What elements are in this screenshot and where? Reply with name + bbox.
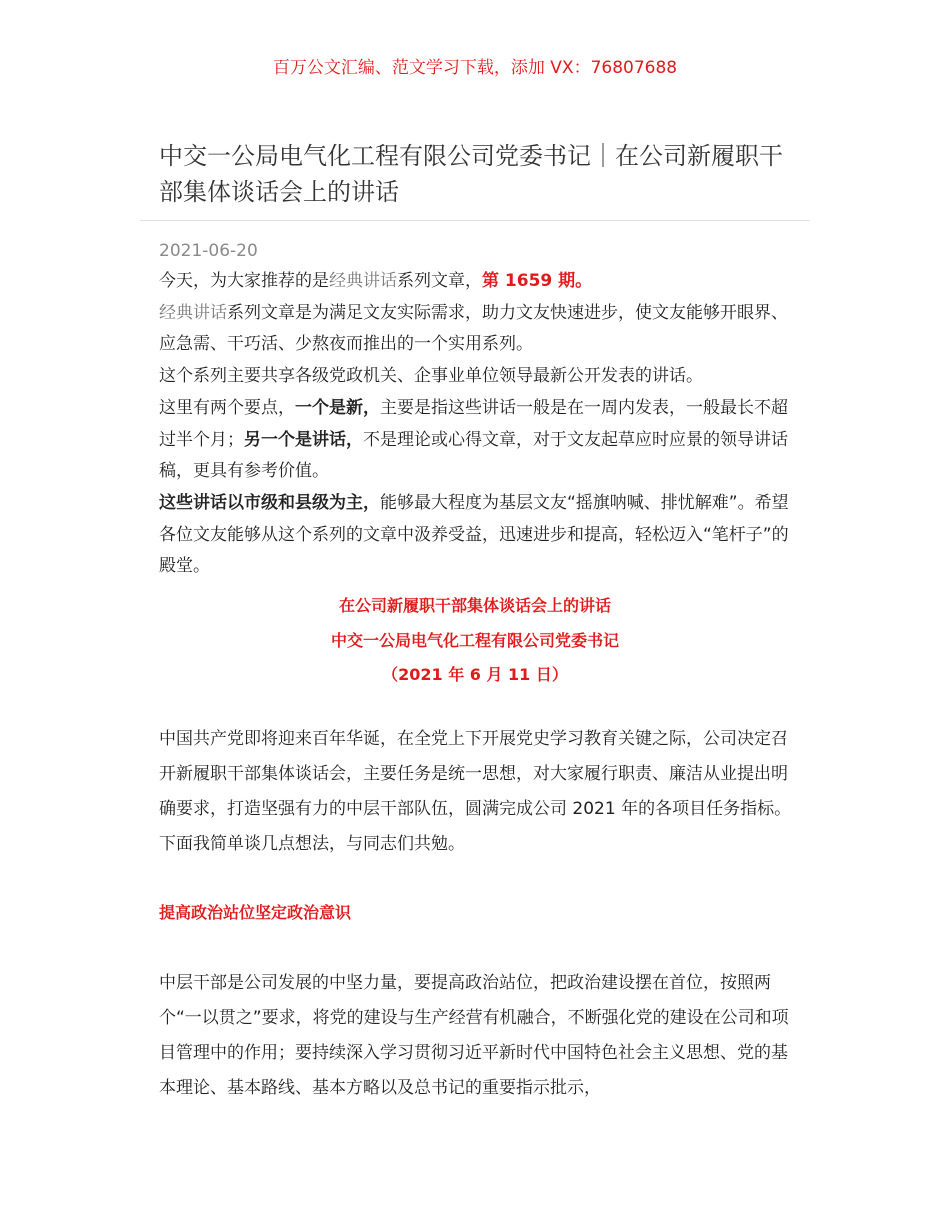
intro-p4-e: 不是理论或心得文章，对于文友起草应时应景的领导讲话稿，更具有参考价值。: [159, 429, 788, 482]
speech-title: 在公司新履职干部集体谈话会上的讲话: [338, 596, 611, 615]
intro-line-1: [159, 266, 795, 298]
series-name-2: 经典讲话: [159, 302, 227, 323]
article-title: 中交一公局电气化工程有限公司党委书记｜在公司新履职干部集体谈话会上的讲话: [159, 142, 783, 206]
speech-paragraph-1: 中国共产党即将迎来百年华诞，在全党上下开展党史学习教育关键之际，公司决定召开新履职干部集体谈话会，主要任务是统一思想，对大家履行职责、廉洁从业提出明确要求，打造坚强有力的中层干部队伍，圆满完成公司 2021 年的各项目任务指标。下面我简单谈几点想法，与同志们共勉。: [159, 729, 792, 854]
intro-prefix: 今天，为大家推荐的是: [159, 271, 329, 291]
section-heading-1: 提高政治站位坚定政治意识: [159, 903, 352, 922]
series-name: 经典讲话: [329, 271, 397, 291]
intro-p4-c: 主要是指这些讲话一般是在一周内发表，一般最长不超过半个月；: [159, 397, 788, 450]
publish-date: 2021-06-20: [159, 241, 258, 261]
intro-paragraph-4: [159, 393, 795, 488]
intro-p2-text: 系列文章是为满足文友实际需求，助力文友快速进步，使文友能够开眼界、应急需、干巧活、少熬夜而推出的一个实用系列。: [159, 302, 788, 355]
speech-paragraph-2: 中层干部是公司发展的中坚力量，要提高政治站位，把政治建设摆在首位，按照两个“一以贯之”要求，将党的建设与生产经营有机融合，不断强化党的建设在公司和项目管理中的作用；要持续深入学习贯彻习近平新时代中国特色社会主义思想、党的基本理论、基本路线、基本方略以及总书记的重要指示批示，: [159, 973, 789, 1098]
intro-p4-point-1: 一个是新，: [295, 397, 380, 418]
speech-date: （2021 年 6 月 11 日）: [382, 665, 568, 684]
speech-header: [159, 589, 791, 693]
series-intro: [159, 266, 795, 583]
intro-paragraph-5: [159, 488, 795, 583]
intro-paragraph-3: 这个系列主要共享各级党政机关、企事业单位领导最新公开发表的讲话。: [159, 366, 703, 387]
intro-middle: 系列文章，: [397, 271, 482, 291]
promo-banner: 百万公文汇编、范文学习下载，添加 VX：76807688: [272, 58, 678, 78]
intro-p4-point-2: 另一个是讲话，: [244, 429, 363, 450]
intro-p5-bold: 这些讲话以市级和县级为主，: [159, 492, 380, 513]
speech-speaker: 中交一公局电气化工程有限公司党委书记: [330, 630, 619, 650]
intro-p4-a: 这里有两个要点，: [159, 397, 295, 418]
intro-p5-text: 能够最大程度为基层文友“摇旗呐喊、排忧解难”。希望各位文友能够从这个系列的文章中汲养受益，迅速进步和提高，轻松迈入“笔杆子”的殿堂。: [159, 492, 789, 577]
issue-number: 第 1659 期。: [482, 271, 593, 291]
intro-paragraph-2: [159, 298, 795, 361]
title-divider: [140, 220, 810, 221]
